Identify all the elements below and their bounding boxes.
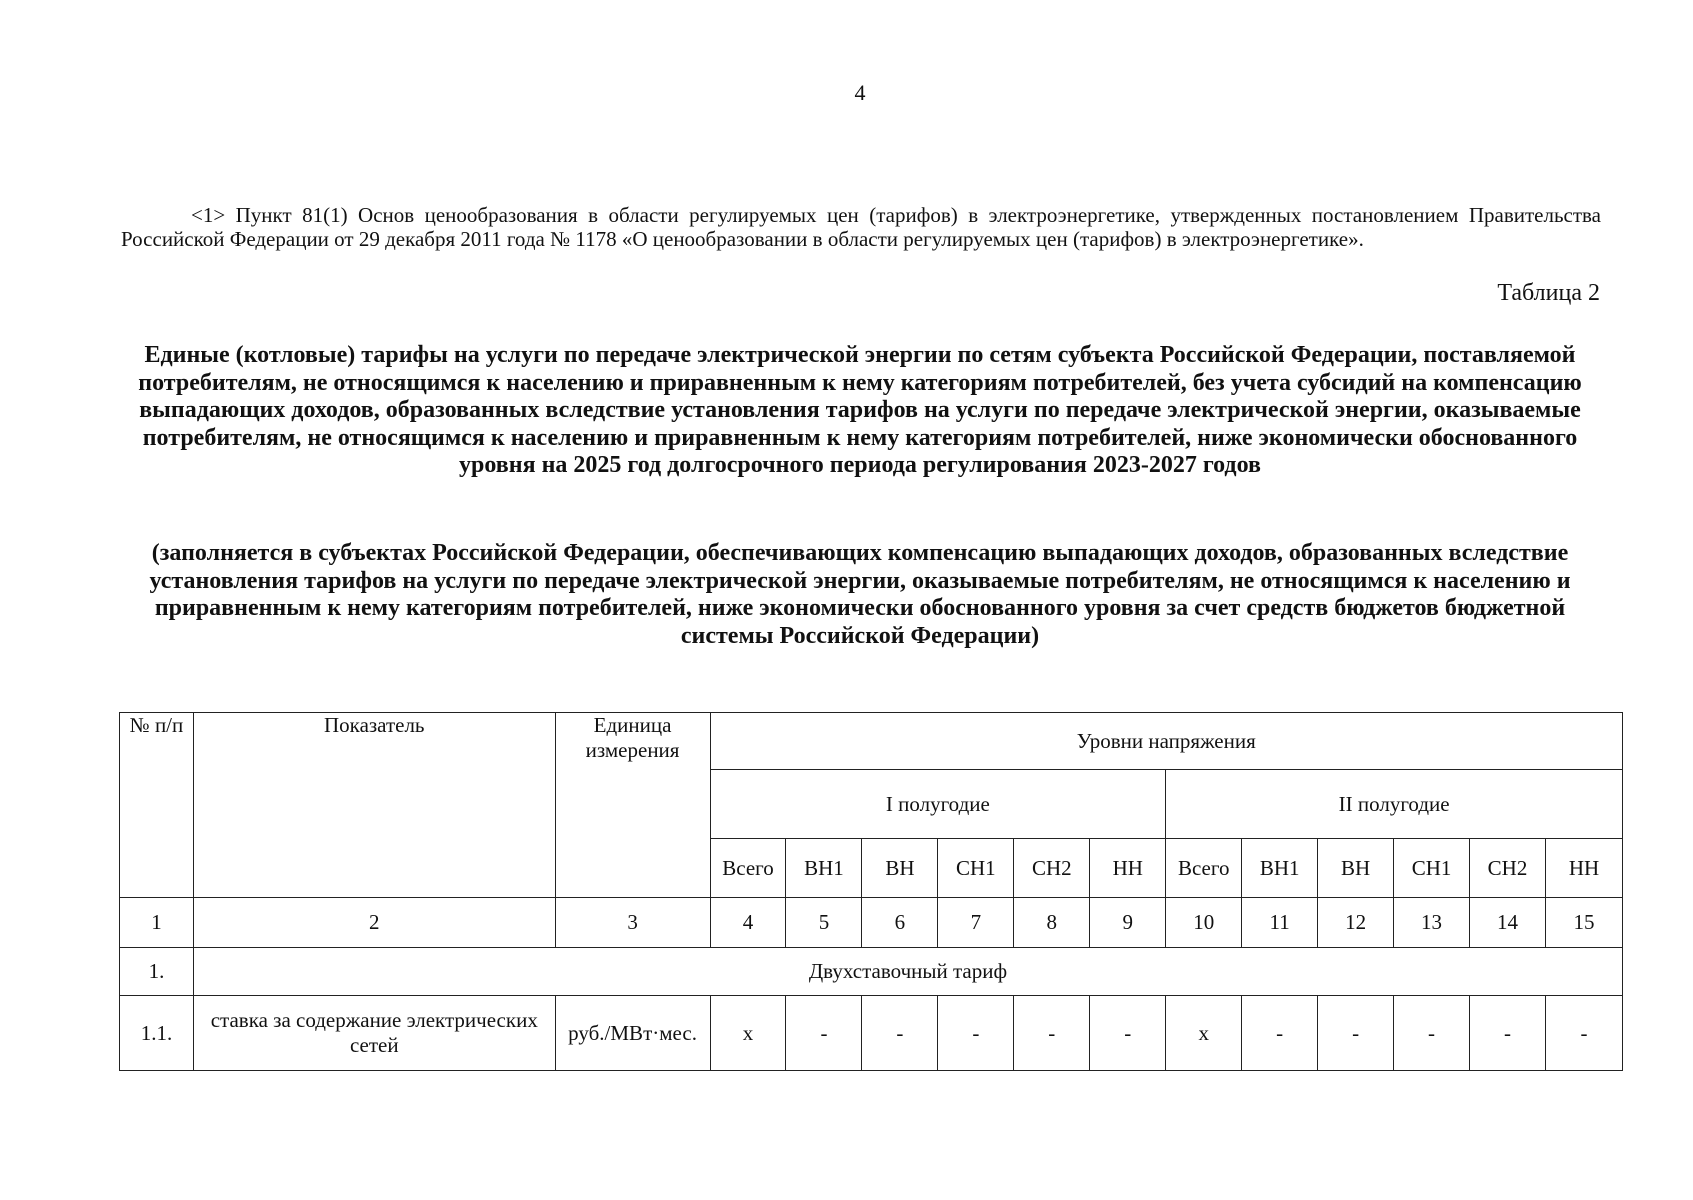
level-header: Всего [710,839,786,898]
row-value: - [862,996,938,1071]
column-number: 9 [1090,898,1166,948]
row-value: - [1242,996,1318,1071]
level-header: СН1 [1394,839,1470,898]
row-value: - [1318,996,1394,1071]
document-title: Единые (котловые) тарифы на услуги по передаче электрической энергии по сетям субъекта Российской Федерации, поставляемой потребителям, не относящимся к населению и приравненным к нему категориям потребителей, без учета субсидий на компенсацию выпадающих доходов, образованных вследствие установления тарифов на услуги по передаче электрической энергии, оказываемые потребителям, не относящимся к населению и приравненным к нему категориям потребителей, ниже экономически обоснованного уровня на 2025 год долгосрочного периода регулирования 2023-2027 годов [138,342,1582,478]
table-label: Таблица 2 [1497,280,1600,306]
column-number: 2 [193,898,555,948]
tariff-table [119,712,1623,1071]
column-number: 11 [1242,898,1318,948]
row-value: - [1470,996,1546,1071]
row-value: - [786,996,862,1071]
level-header: ВН1 [1242,839,1318,898]
column-number: 10 [1166,898,1242,948]
column-number: 15 [1545,898,1622,948]
level-header: СН2 [1470,839,1546,898]
column-number: 1 [120,898,194,948]
header-voltage-levels: Уровни напряжения [710,713,1622,770]
column-number: 13 [1394,898,1470,948]
header-num: № п/п [120,713,194,898]
level-header: НН [1545,839,1622,898]
level-header: Всего [1166,839,1242,898]
column-number: 6 [862,898,938,948]
page-number: 4 [854,80,866,105]
row-value: - [1090,996,1166,1071]
row-value: x [1166,996,1242,1071]
column-number: 7 [938,898,1014,948]
row-value: x [710,996,786,1071]
row-value: - [1014,996,1090,1071]
table-row [120,948,1623,996]
footnote: <1> Пункт 81(1) Основ ценообразования в области регулируемых цен (тарифов) в электроэнергетике, утвержденных постановлением Правительства Российской Федерации от 29 декабря 2011 года № 1178 «О ценообразовании в области регулируемых цен (тарифов) в электроэнергетике». [121,203,1601,251]
level-header: СН2 [1014,839,1090,898]
row-value: - [1394,996,1470,1071]
table-row [120,996,1623,1071]
column-number: 5 [786,898,862,948]
row-value: - [938,996,1014,1071]
row-num: 1.1. [120,996,194,1071]
column-number: 3 [555,898,710,948]
column-number: 8 [1014,898,1090,948]
row-indicator: ставка за содержание электрических сетей [193,996,555,1071]
level-header: НН [1090,839,1166,898]
header-half-2: II полугодие [1166,770,1623,839]
level-header: ВН [862,839,938,898]
header-half-1: I полугодие [710,770,1166,839]
level-header: СН1 [938,839,1014,898]
column-number: 14 [1470,898,1546,948]
level-header: ВН1 [786,839,862,898]
header-unit: Единица измерения [555,713,710,898]
header-indicator: Показатель [193,713,555,898]
row-unit: руб./МВт·мес. [555,996,710,1071]
section-label: Двухставочный тариф [193,948,1622,996]
section-num: 1. [120,948,194,996]
column-number: 12 [1318,898,1394,948]
level-header: ВН [1318,839,1394,898]
row-value: - [1545,996,1622,1071]
document-subtitle: (заполняется в субъектах Российской Федерации, обеспечивающих компенсацию выпадающих доходов, образованных вследствие установления тарифов на услуги по передаче электрической энергии, оказываемые потребителям, не относящимся к населению и приравненным к нему категориям потребителей, ниже экономически обоснованного уровня за счет средств бюджетов бюджетной системы Российской Федерации) [149,540,1571,649]
column-number: 4 [710,898,786,948]
